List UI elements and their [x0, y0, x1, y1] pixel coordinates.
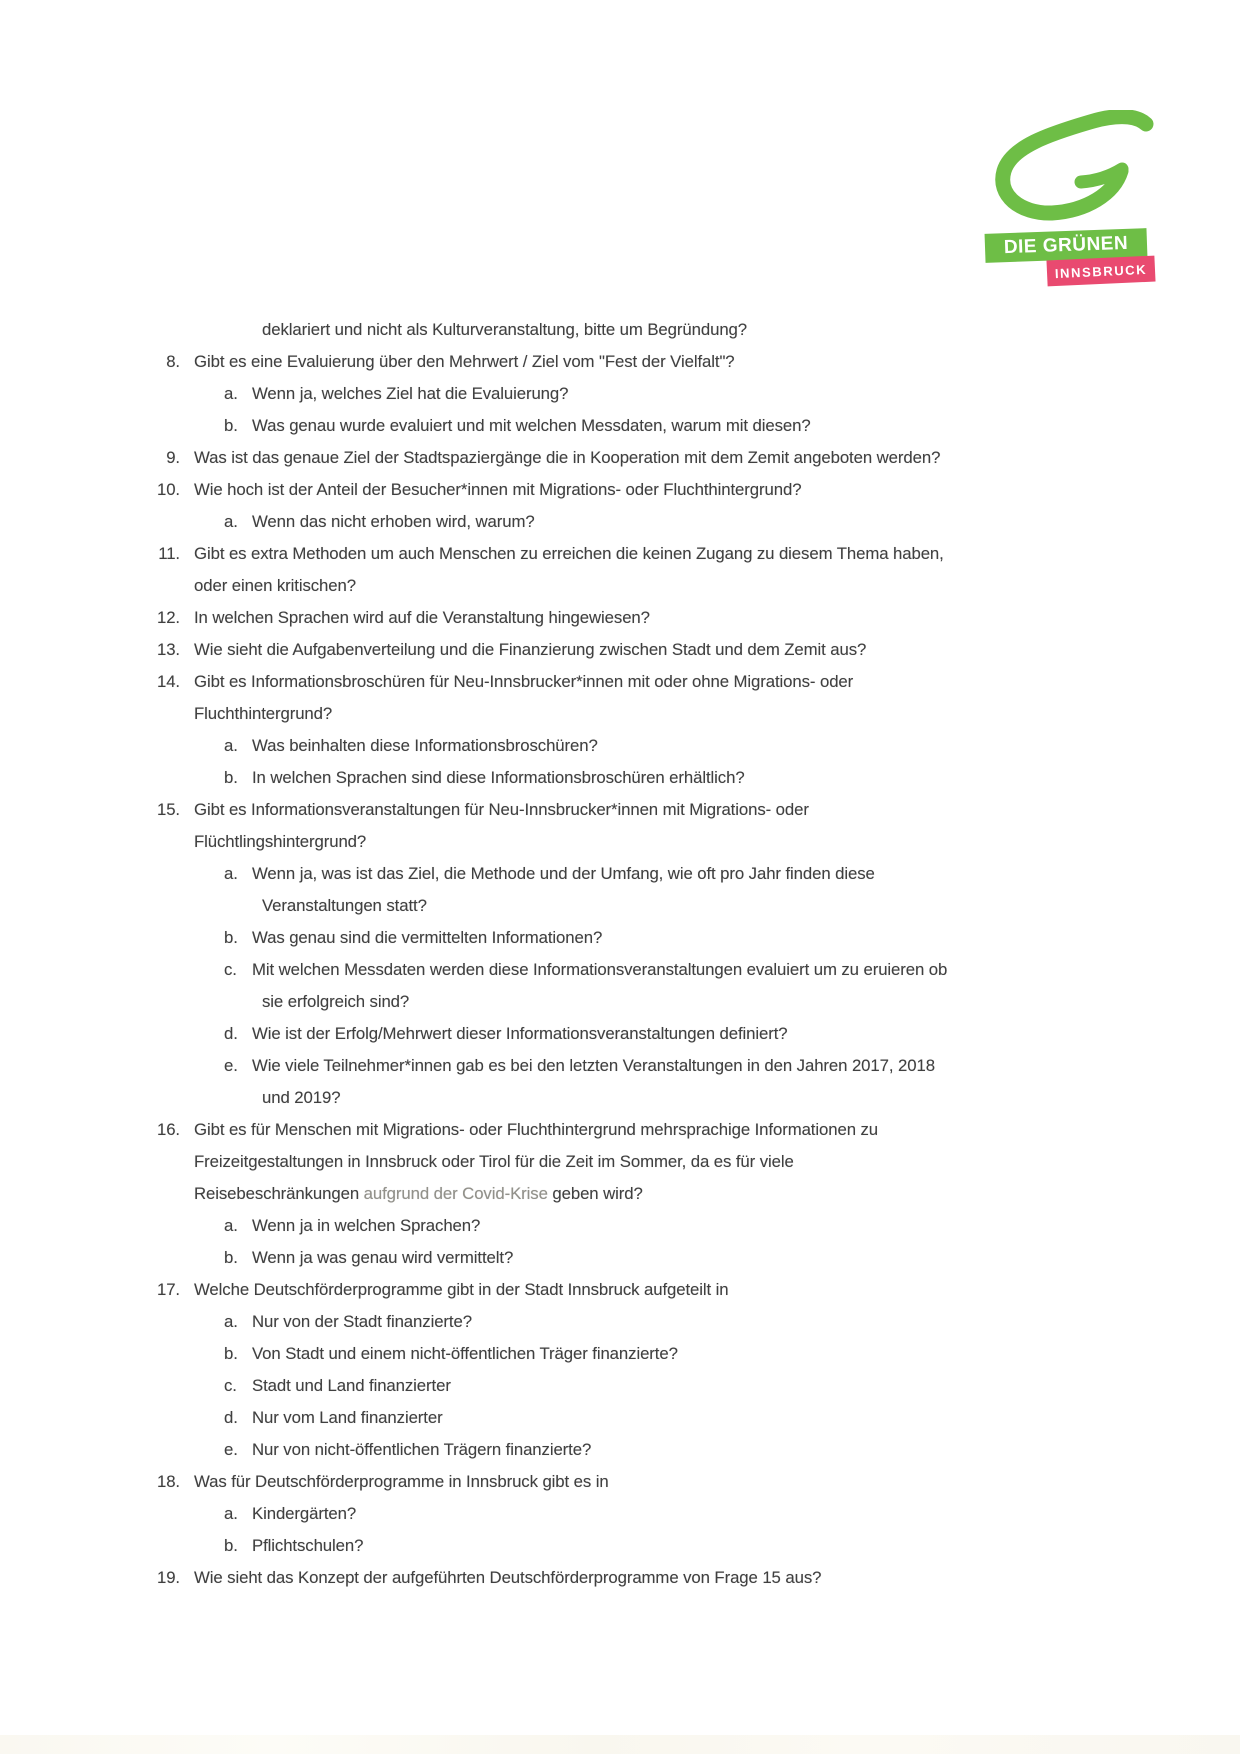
text-segment: Was für Deutschförderprogramme in Innsbruck gibt es in: [194, 1472, 609, 1491]
question-number: 8.: [166, 352, 180, 371]
text-line: [252, 858, 875, 890]
question-text: [252, 1530, 363, 1562]
question-text: [194, 1466, 609, 1498]
text-line: [252, 1370, 451, 1402]
text-line: [252, 1018, 788, 1050]
text-segment: Welche Deutschförderprogramme gibt in der Stadt Innsbruck aufgeteilt in: [194, 1280, 729, 1299]
text-line: [252, 922, 602, 954]
text-line: [252, 506, 535, 538]
question-subitem: [148, 1370, 1168, 1402]
question-item: [148, 1114, 1168, 1210]
subitem-letter: b.: [224, 1536, 238, 1555]
text-line: [194, 1146, 878, 1178]
text-line: [194, 1114, 878, 1146]
text-line: [252, 1082, 935, 1114]
text-segment: Mit welchen Messdaten werden diese Informationsveranstaltungen evaluiert um zu eruieren ob: [252, 960, 948, 979]
text-line: [252, 1434, 591, 1466]
text-line: [252, 378, 568, 410]
die-gruenen-logo: [983, 110, 1163, 290]
text-line: [252, 1306, 472, 1338]
subitem-letter: c.: [224, 1376, 237, 1395]
question-item: [148, 666, 1168, 730]
question-item: [148, 1562, 1168, 1594]
question-text: [194, 346, 735, 378]
question-text: [252, 954, 947, 1018]
subitem-letter: c.: [224, 960, 237, 979]
subitem-letter: e.: [224, 1056, 238, 1075]
question-number: 9.: [166, 448, 180, 467]
question-subitem: [148, 1018, 1168, 1050]
question-text: [194, 634, 866, 666]
question-text: [262, 314, 747, 346]
text-line: [252, 410, 811, 442]
question-text: [252, 1434, 591, 1466]
text-segment: Freizeitgestaltungen in Innsbruck oder Tirol für die Zeit im Sommer, da es für viele: [194, 1152, 794, 1171]
question-subitem: [148, 1402, 1168, 1434]
question-subitem: [148, 954, 1168, 1018]
subitem-letter: d.: [224, 1408, 238, 1427]
question-subitem: [148, 1242, 1168, 1274]
text-segment: Wie sieht die Aufgabenverteilung und die Finanzierung zwischen Stadt und dem Zemit aus?: [194, 640, 867, 659]
subitem-letter: d.: [224, 1024, 238, 1043]
text-segment: Nur von der Stadt finanzierte?: [252, 1312, 472, 1331]
question-subitem: [148, 1210, 1168, 1242]
subitem-letter: a.: [224, 864, 238, 883]
text-segment: Gibt es extra Methoden um auch Menschen zu erreichen die keinen Zugang zu diesem Thema haben,: [194, 544, 944, 563]
question-text: [252, 410, 811, 442]
text-line: [194, 826, 809, 858]
question-subitem: [148, 1050, 1168, 1114]
subitem-letter: e.: [224, 1440, 238, 1459]
question-subitem: [148, 922, 1168, 954]
question-subitem: [148, 730, 1168, 762]
subitem-letter: a.: [224, 1216, 238, 1235]
question-subitem: [148, 1306, 1168, 1338]
question-number: 14.: [156, 672, 180, 691]
question-text: [252, 858, 875, 922]
text-line: [194, 794, 809, 826]
text-segment: Nur von nicht-öffentlichen Trägern finanzierte?: [252, 1440, 592, 1459]
text-line: [252, 1402, 443, 1434]
question-subitem: [148, 1498, 1168, 1530]
text-line: [194, 634, 866, 666]
question-text: [252, 1402, 443, 1434]
text-line: [252, 1242, 513, 1274]
question-number: 18.: [156, 1472, 180, 1491]
question-number: 15.: [156, 800, 180, 819]
text-segment: Wenn ja was genau wird vermittelt?: [252, 1248, 514, 1267]
text-segment: Flüchtlingshintergrund?: [194, 832, 367, 851]
question-item: [148, 1466, 1168, 1498]
text-line: [252, 1338, 678, 1370]
subitem-letter: b.: [224, 768, 238, 787]
question-number: 11.: [158, 544, 180, 563]
question-text: [194, 1274, 729, 1306]
question-number: 17.: [156, 1280, 180, 1299]
text-line: [252, 1050, 935, 1082]
question-text: [252, 922, 602, 954]
text-segment: Was ist das genaue Ziel der Stadtspaziergänge die in Kooperation mit dem Zemit angeboten werden?: [194, 448, 941, 467]
text-segment: In welchen Sprachen wird auf die Veranstaltung hingewiesen?: [194, 608, 650, 627]
question-item: [148, 602, 1168, 634]
question-number: 16.: [156, 1120, 180, 1139]
text-line: [252, 730, 598, 762]
text-line: [194, 538, 944, 570]
text-segment: Fluchthintergrund?: [194, 704, 333, 723]
question-item: [148, 1274, 1168, 1306]
text-segment: oder einen kritischen?: [194, 576, 356, 595]
question-item: [148, 442, 1168, 474]
text-segment: Wie viele Teilnehmer*innen gab es bei den letzten Veranstaltungen in den Jahren 2017, 2018: [252, 1056, 935, 1075]
text-segment: Wenn ja in welchen Sprachen?: [252, 1216, 481, 1235]
subitem-letter: b.: [224, 1248, 238, 1267]
question-text: [252, 730, 598, 762]
text-segment: Gibt es für Menschen mit Migrations- oder Fluchthintergrund mehrsprachige Informationen zu: [194, 1120, 879, 1139]
text-line: [194, 666, 853, 698]
question-text: [252, 1370, 451, 1402]
question-text: [194, 1562, 821, 1594]
text-segment: Gibt es Informationsbroschüren für Neu-Innsbrucker*innen mit oder ohne Migrations- oder: [194, 672, 854, 691]
subitem-letter: a.: [224, 1312, 238, 1331]
text-line: [252, 1530, 363, 1562]
text-segment: Gibt es eine Evaluierung über den Mehrwert / Ziel vom "Fest der Vielfalt"?: [194, 352, 735, 371]
text-segment: Gibt es Informationsveranstaltungen für Neu-Innsbrucker*innen mit Migrations- oder: [194, 800, 809, 819]
question-text: [194, 794, 809, 858]
question-text: [194, 1114, 878, 1210]
subitem-letter: a.: [224, 384, 238, 403]
text-segment: Von Stadt und einem nicht-öffentlichen Träger finanzierte?: [252, 1344, 678, 1363]
text-line: [262, 314, 747, 346]
text-line: [194, 602, 650, 634]
subitem-letter: a.: [224, 736, 238, 755]
text-line: [194, 1274, 729, 1306]
text-line: [194, 442, 940, 474]
question-text: [252, 1498, 356, 1530]
text-segment: Stadt und Land finanzierter: [252, 1376, 451, 1395]
question-item: [148, 538, 1168, 602]
question-subitem: [148, 762, 1168, 794]
text-segment: Wie sieht das Konzept der aufgeführten Deutschförderprogramme von Frage 15 aus?: [194, 1568, 822, 1587]
question-number: 13.: [156, 640, 180, 659]
text-line: [252, 986, 947, 1018]
covid-note-muted-text: aufgrund der Covid-Krise: [363, 1184, 548, 1203]
text-line: [194, 570, 944, 602]
text-segment: Was beinhalten diese Informationsbroschüren?: [252, 736, 598, 755]
text-segment: sie erfolgreich sind?: [262, 992, 410, 1011]
question-number: 12.: [156, 608, 180, 627]
question-subitem: [148, 378, 1168, 410]
question-text: [194, 474, 801, 506]
text-segment: Nur vom Land finanzierter: [252, 1408, 443, 1427]
logo-innsbruck-label: INNSBRUCK: [1046, 256, 1155, 287]
question-text: [252, 1242, 513, 1274]
question-item: [148, 634, 1168, 666]
question-subitem: [148, 1338, 1168, 1370]
text-line: [252, 890, 875, 922]
question-text: [252, 1338, 678, 1370]
question-item: [148, 346, 1168, 378]
question-item: [148, 474, 1168, 506]
text-line: [194, 1466, 609, 1498]
text-segment: Kindergärten?: [252, 1504, 357, 1523]
text-line: [194, 698, 853, 730]
text-segment: Pflichtschulen?: [252, 1536, 364, 1555]
subitem-letter: b.: [224, 1344, 238, 1363]
subitem-letter: b.: [224, 416, 238, 435]
text-line: [252, 762, 745, 794]
text-line: [252, 1498, 356, 1530]
text-segment: und 2019?: [262, 1088, 341, 1107]
text-segment: Was genau wurde evaluiert und mit welchen Messdaten, warum mit diesen?: [252, 416, 811, 435]
text-segment: deklariert und nicht als Kulturveranstaltung, bitte um Begründung?: [262, 320, 748, 339]
question-subitem: [148, 1530, 1168, 1562]
logo-die-gruenen-label: DIE GRÜNEN: [985, 228, 1148, 263]
question-text: [252, 1210, 480, 1242]
question-text: [252, 378, 568, 410]
scan-artifact-band: [0, 1735, 1240, 1754]
text-segment: Reisebeschränkungen: [194, 1184, 364, 1203]
subitem-letter: b.: [224, 928, 238, 947]
question-number: 19.: [156, 1568, 180, 1587]
logo-g-swoosh-icon: [983, 110, 1155, 232]
question-text: [194, 538, 944, 602]
text-line: [252, 1210, 480, 1242]
text-line: [194, 346, 735, 378]
text-segment: geben wird?: [547, 1184, 643, 1203]
question-text: [252, 506, 535, 538]
question-text: [194, 442, 940, 474]
text-segment: Wenn ja, was ist das Ziel, die Methode und der Umfang, wie oft pro Jahr finden diese: [252, 864, 875, 883]
question-text: [252, 1306, 472, 1338]
question-text: [252, 762, 745, 794]
text-line: [194, 1178, 878, 1210]
text-segment: Wie hoch ist der Anteil der Besucher*innen mit Migrations- oder Fluchthintergrund?: [194, 480, 802, 499]
text-line: [194, 474, 801, 506]
text-segment: In welchen Sprachen sind diese Informationsbroschüren erhältlich?: [252, 768, 745, 787]
question-text: [252, 1050, 935, 1114]
text-segment: Wie ist der Erfolg/Mehrwert dieser Informationsveranstaltungen definiert?: [252, 1024, 788, 1043]
text-segment: Wenn ja, welches Ziel hat die Evaluierung?: [252, 384, 569, 403]
question-text: [194, 602, 650, 634]
question-subitem: [148, 506, 1168, 538]
text-line: [252, 954, 947, 986]
question-subitem: [148, 410, 1168, 442]
questions-list: [148, 314, 1168, 1594]
text-segment: Veranstaltungen statt?: [262, 896, 427, 915]
subitem-letter: a.: [224, 1504, 238, 1523]
continuation-line: [148, 314, 1168, 346]
text-segment: Wenn das nicht erhoben wird, warum?: [252, 512, 535, 531]
question-subitem: [148, 858, 1168, 922]
question-text: [252, 1018, 788, 1050]
question-item: [148, 794, 1168, 858]
question-number: 10.: [156, 480, 180, 499]
text-line: [194, 1562, 821, 1594]
text-segment: Was genau sind die vermittelten Informationen?: [252, 928, 603, 947]
question-subitem: [148, 1434, 1168, 1466]
subitem-letter: a.: [224, 512, 238, 531]
question-text: [194, 666, 853, 730]
